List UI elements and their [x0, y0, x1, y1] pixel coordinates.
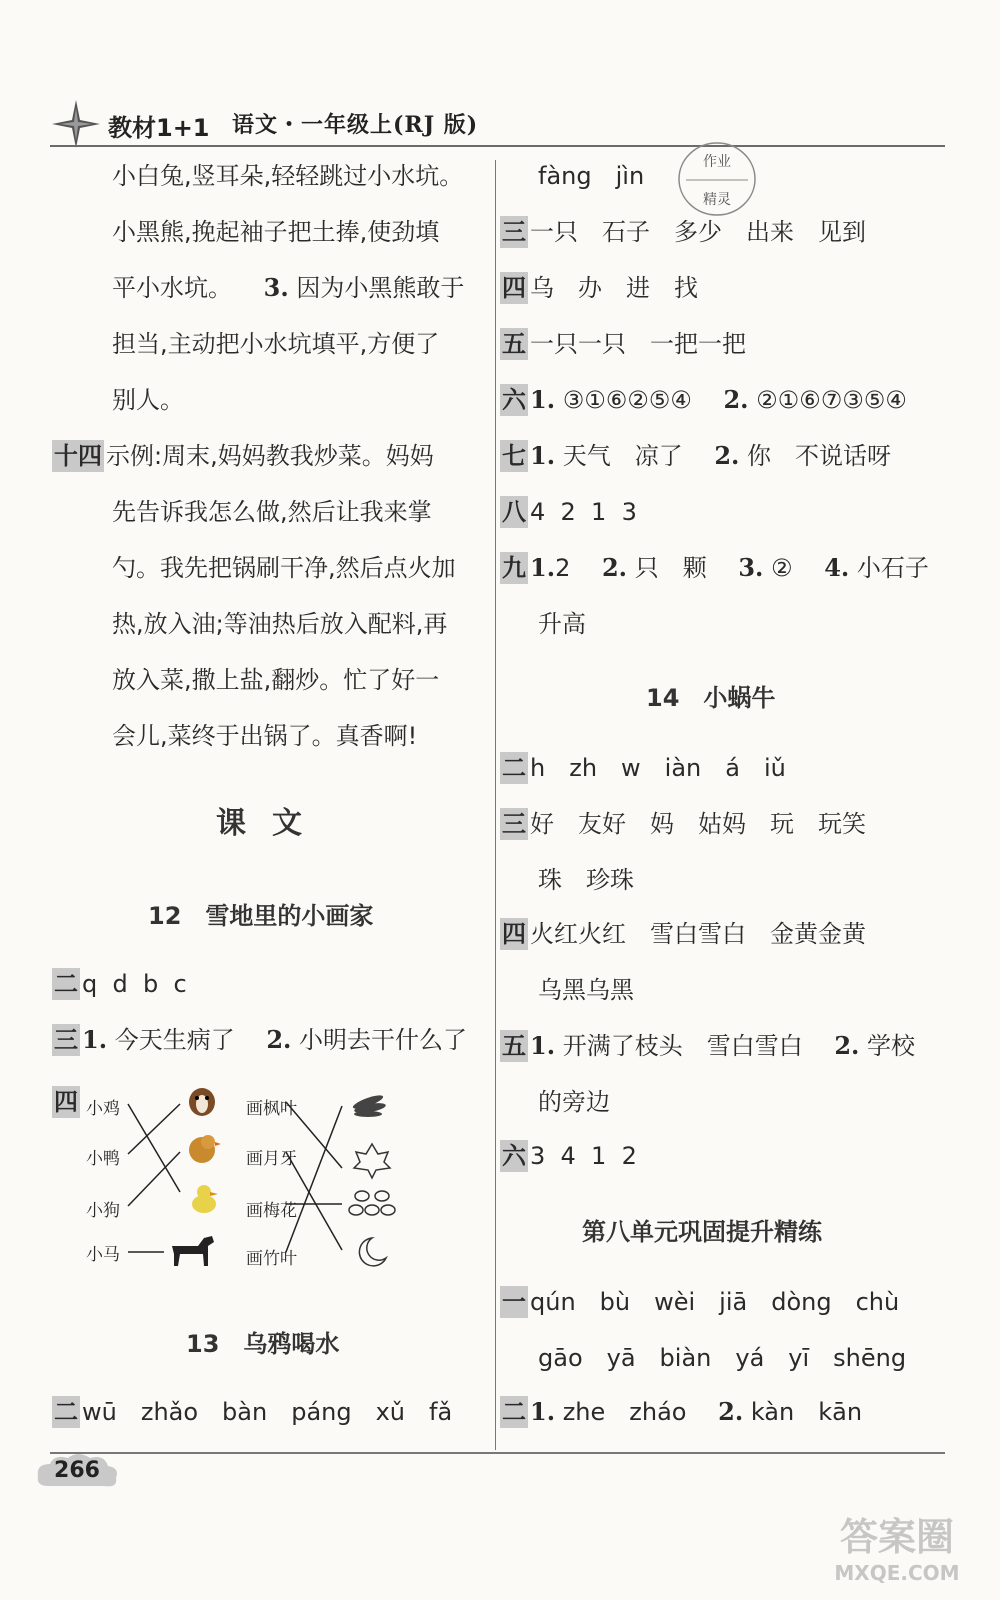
draw-bamboo: 画竹叶 — [246, 1249, 297, 1269]
l12-si-label: 四 — [54, 1088, 78, 1116]
r-jiu-t1: 2 — [555, 554, 571, 582]
header-brand: 教材1+1 — [108, 114, 210, 142]
q14-line-5: 放入菜,撒上盐,翻炒。忙了好一 — [112, 666, 440, 694]
r-wu-label: 五 — [502, 330, 526, 358]
r-san-item: 石子 — [602, 218, 650, 246]
maple-leaf-icon — [354, 1144, 390, 1178]
r-liu-t2: ②①⑥⑦③⑤④ — [756, 386, 907, 414]
watermark-text: 答案圈 — [839, 1515, 955, 1559]
r-san-item: 一只 — [530, 218, 578, 246]
r-jiu-n1: 1. — [530, 553, 556, 582]
u8-yi-item: wèi — [654, 1288, 696, 1316]
animal-horse: 小马 — [86, 1245, 120, 1265]
lesson14-num: 14 — [646, 684, 680, 712]
r-qi — [500, 440, 891, 472]
r-jiu-t2a: 只 — [634, 554, 659, 582]
l13-er-item: xǔ — [375, 1398, 406, 1426]
l14-wu-n1: 1. — [530, 1031, 556, 1060]
u8-yi-item: chù — [855, 1288, 900, 1316]
draw-moon: 画月牙 — [246, 1149, 297, 1169]
left-line-3a: 平小水坑。 — [112, 274, 232, 302]
r-qi-label: 七 — [502, 442, 526, 470]
r-pinyin-item: fàng — [538, 162, 592, 190]
left-line-5: 别人。 — [112, 386, 184, 414]
u8-er-n2: 2. — [718, 1397, 744, 1426]
star-logo-icon — [50, 98, 102, 150]
q14-label: 十四 — [54, 442, 102, 470]
r-jiu-t2b: 颗 — [682, 554, 707, 582]
q14-line-6: 会儿,菜终于出锅了。真香啊! — [112, 722, 418, 750]
dog-icon — [189, 1088, 215, 1116]
r-san — [500, 216, 866, 248]
stamp-line2: 精灵 — [703, 192, 731, 208]
u8-yi-item: gāo — [538, 1344, 583, 1372]
r-san-item: 出来 — [746, 218, 794, 246]
chick-icon — [189, 1135, 221, 1163]
u8-yi-item: dòng — [771, 1288, 832, 1316]
section-title: 课文 — [216, 806, 328, 841]
l14-er — [500, 752, 786, 784]
l13-er-item: páng — [291, 1398, 352, 1426]
q14-first-line — [52, 440, 434, 472]
u8-yi-item: bù — [599, 1288, 631, 1316]
l14-san-item: 珠 — [538, 866, 562, 894]
l14-wu-cont: 的旁边 — [538, 1088, 610, 1116]
l14-wu-t1b: 雪白雪白 — [706, 1032, 803, 1060]
u8-er-t2b: kān — [818, 1398, 863, 1426]
l12-san-n1: 1. — [82, 1025, 108, 1054]
u8-yi-item: yā — [606, 1344, 636, 1372]
u8-yi-item: shēng — [833, 1344, 907, 1372]
u8-yi — [500, 1286, 899, 1318]
column-divider — [495, 160, 496, 1450]
l14-san-item: 好 — [530, 810, 554, 838]
l14-wu-label: 五 — [502, 1032, 526, 1060]
l14-si-item: 金黄金黄 — [770, 920, 866, 948]
u8-er-n1: 1. — [530, 1397, 556, 1426]
l12-san-label: 三 — [54, 1026, 78, 1054]
l14-wu-n2: 2. — [834, 1031, 860, 1060]
left-line-3b: 因为小黑熊敢于 — [296, 274, 465, 302]
l14-wu-t1a: 开满了枝头 — [562, 1032, 683, 1060]
r-jiu-label: 九 — [502, 554, 526, 582]
r-si-item: 找 — [674, 274, 698, 302]
l14-liu-label: 六 — [502, 1142, 526, 1170]
r-liu-n1: 1. — [530, 385, 556, 414]
r-jiu — [500, 552, 929, 584]
r-si-item: 进 — [626, 274, 650, 302]
l13-er-item: zhǎo — [140, 1398, 199, 1426]
page-number: 266 — [54, 1458, 100, 1483]
r-ba-text: 4 2 1 3 — [530, 498, 637, 526]
l14-san-item: 珍珠 — [586, 866, 634, 894]
l14-liu-text: 3 4 1 2 — [530, 1142, 637, 1170]
l14-er-item: w — [621, 754, 641, 782]
l13-er-item: fǎ — [429, 1398, 453, 1426]
r-wu-item: 一把一把 — [650, 330, 746, 358]
u8-yi-label: 一 — [502, 1288, 526, 1316]
l12-si — [52, 1086, 82, 1118]
duck-icon — [192, 1185, 218, 1213]
l14-san-label: 三 — [502, 810, 526, 838]
l14-san-item: 玩笑 — [818, 810, 866, 838]
r-liu-label: 六 — [502, 386, 526, 414]
left-line-2: 小黑熊,挽起袖子把土捧,使劲填 — [112, 218, 440, 246]
site-watermark — [822, 1508, 972, 1588]
u8-yi-row2 — [538, 1342, 906, 1374]
u8-yi-item: biàn — [659, 1344, 712, 1372]
l14-er-label: 二 — [502, 754, 526, 782]
r-ba-label: 八 — [502, 498, 526, 526]
left-line-3-num: 3. — [263, 273, 289, 302]
r-ba — [500, 496, 637, 528]
l12-san-t1: 今天生病了 — [114, 1026, 235, 1054]
l13-er-item: bàn — [222, 1398, 268, 1426]
lesson14-name: 小蜗牛 — [703, 684, 776, 712]
r-qi-n1: 1. — [530, 441, 556, 470]
bamboo-leaves-icon — [352, 1093, 387, 1117]
l13-er-label: 二 — [54, 1398, 78, 1426]
match-lines — [128, 1102, 342, 1252]
left-line-3 — [112, 272, 464, 304]
lesson12-num: 12 — [148, 902, 182, 930]
l14-si-item: 雪白雪白 — [650, 920, 746, 948]
r-san-item: 多少 — [674, 218, 722, 246]
u8-yi-item: yī — [788, 1344, 810, 1372]
lesson13-title — [186, 1324, 339, 1359]
matching-diagram — [80, 1080, 420, 1280]
l14-si-cont: 乌黑乌黑 — [538, 976, 634, 1004]
header-subject: 语文・一年级上(RJ 版) — [232, 112, 479, 138]
r-liu-t1: ③①⑥②⑤④ — [562, 386, 692, 414]
u8-er-t1a: zhe — [562, 1398, 606, 1426]
l14-wu-t2a: 学校 — [867, 1032, 916, 1060]
l13-er — [52, 1396, 452, 1428]
u8-yi-item: qún — [530, 1288, 576, 1316]
u8-er-t2a: kàn — [750, 1398, 795, 1426]
crescent-moon-icon — [359, 1238, 386, 1266]
r-jiu-t4a: 小石子 — [856, 554, 929, 582]
l12-san-n2: 2. — [266, 1025, 292, 1054]
left-line-4: 担当,主动把小水坑填平,方便了 — [112, 330, 440, 358]
l14-si-item: 火红火红 — [530, 920, 626, 948]
l14-er-item: iàn — [664, 754, 702, 782]
l14-er-item: iǔ — [763, 754, 786, 782]
l14-san — [500, 808, 866, 840]
left-line-1: 小白兔,竖耳朵,轻轻跳过小水坑。 — [112, 162, 464, 190]
animal-dog: 小狗 — [86, 1201, 120, 1221]
l14-san-item: 姑妈 — [698, 810, 746, 838]
horse-icon — [172, 1236, 214, 1266]
footer-rule — [50, 1452, 945, 1454]
r-liu-n2: 2. — [723, 385, 749, 414]
r-pinyin-top — [538, 160, 644, 192]
draw-plum: 画梅花 — [246, 1201, 297, 1221]
u8-yi-item: yá — [735, 1344, 765, 1372]
r-qi-t1b: 凉了 — [634, 442, 683, 470]
u8-er-t1b: zháo — [629, 1398, 687, 1426]
unit8-title: 第八单元巩固提升精练 — [582, 1218, 822, 1246]
page-number-badge — [34, 1452, 120, 1492]
r-qi-t1a: 天气 — [562, 442, 611, 470]
r-si — [500, 272, 698, 304]
l13-er-item: wū — [82, 1398, 117, 1426]
l12-er — [52, 968, 187, 1000]
q14-line-4: 热,放入油;等油热后放入配料,再 — [112, 610, 448, 638]
u8-er — [500, 1396, 862, 1428]
q14-line-3: 勺。我先把锅刷干净,然后点火加 — [112, 554, 456, 582]
l14-san-cont — [538, 864, 634, 896]
r-san-label: 三 — [502, 218, 526, 246]
lesson12-name: 雪地里的小画家 — [205, 902, 374, 930]
stamp-line1: 作业 — [703, 154, 731, 170]
l14-san-item: 妈 — [650, 810, 674, 838]
r-liu — [500, 384, 907, 416]
draw-maple: 画枫叶 — [246, 1099, 297, 1119]
header-rule — [50, 145, 945, 147]
l14-san-item: 玩 — [770, 810, 794, 838]
plum-blossom-icon — [349, 1191, 395, 1215]
animal-chick: 小鸡 — [86, 1099, 120, 1119]
l14-er-item: h — [530, 754, 546, 782]
l12-er-label: 二 — [54, 970, 78, 998]
r-jiu-n4: 4. — [824, 553, 850, 582]
q14-line-2: 先告诉我怎么做,然后让我来掌 — [112, 498, 432, 526]
r-si-label: 四 — [502, 274, 526, 302]
l14-san-item: 友好 — [578, 810, 626, 838]
r-wu-item: 一只一只 — [530, 330, 626, 358]
lesson13-num: 13 — [186, 1330, 220, 1358]
r-san-item: 见到 — [818, 218, 866, 246]
l14-liu — [500, 1140, 637, 1172]
r-jiu-cont: 升高 — [538, 610, 586, 638]
watermark-url: MXQE.COM — [834, 1561, 960, 1585]
lesson13-name: 乌鸦喝水 — [243, 1330, 340, 1358]
l12-san-t2: 小明去干什么了 — [299, 1026, 468, 1054]
animal-duck: 小鸭 — [86, 1149, 120, 1169]
r-jiu-n2: 2. — [601, 553, 628, 582]
l14-si-label: 四 — [502, 920, 526, 948]
r-qi-t2b: 不说话呀 — [795, 442, 892, 470]
u8-er-label: 二 — [502, 1398, 526, 1426]
homework-stamp — [676, 140, 758, 218]
r-qi-t2a: 你 — [747, 442, 772, 470]
l14-er-item: zh — [569, 754, 598, 782]
r-pinyin-item: jìn — [615, 162, 645, 190]
r-si-item: 办 — [578, 274, 602, 302]
r-qi-n2: 2. — [714, 441, 740, 470]
u8-yi-item: jiā — [719, 1288, 748, 1316]
r-si-item: 乌 — [530, 274, 554, 302]
lesson14-title — [646, 678, 775, 713]
lesson12-title — [148, 896, 373, 931]
l14-er-item: á — [725, 754, 740, 782]
l12-er-text: q d b c — [82, 970, 187, 998]
l14-wu — [500, 1030, 915, 1062]
r-jiu-n3: 3. — [738, 553, 764, 582]
r-jiu-t3: ② — [771, 554, 793, 582]
l14-si — [500, 918, 866, 950]
r-wu — [500, 328, 746, 360]
q14-line-1: 示例:周末,妈妈教我炒菜。妈妈 — [106, 442, 434, 470]
l12-san — [52, 1024, 467, 1056]
